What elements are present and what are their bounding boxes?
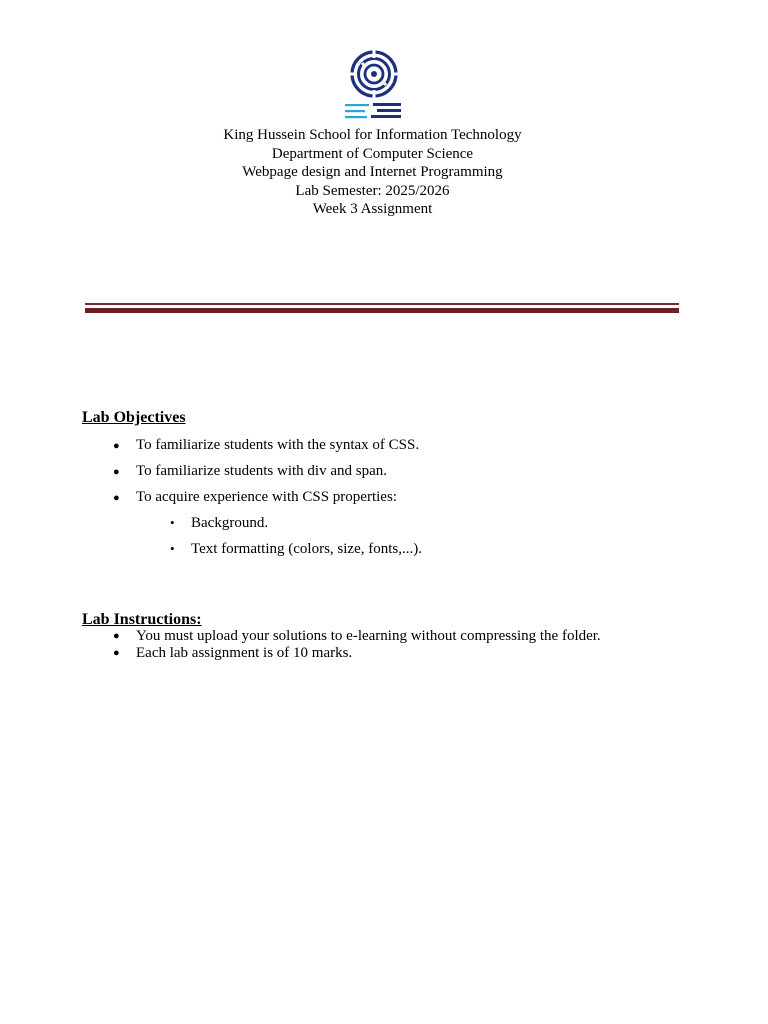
bullet-icon: ● — [113, 466, 120, 478]
sub-list-item-text: Background. — [191, 515, 269, 531]
sub-bullet-icon: • — [170, 541, 175, 556]
list-item-text: You must upload your solutions to e-learning without compressing the folder. — [136, 628, 601, 644]
sub-list-item — [0, 513, 422, 539]
department-name: Department of Computer Science — [271, 145, 474, 162]
lab-semester: Lab Semester: 2025/2026 — [295, 182, 450, 199]
header-divider — [85, 303, 679, 313]
bullet-icon: ● — [113, 492, 120, 504]
sub-list-item — [0, 539, 422, 565]
divider-thick-line — [85, 308, 679, 313]
university-logo-icon — [343, 46, 405, 124]
course-name: Webpage design and Internet Programming — [242, 164, 503, 180]
bullet-icon: ● — [113, 630, 120, 642]
list-item — [0, 628, 601, 645]
bullet-icon: ● — [113, 647, 120, 659]
bullet-icon: ● — [113, 440, 120, 452]
university-logo — [343, 46, 405, 124]
objectives-list — [0, 435, 422, 565]
list-item — [0, 435, 422, 461]
school-name: King Hussein School for Information Technology — [223, 127, 522, 143]
sub-bullet-icon: • — [170, 515, 175, 530]
assignment-title: Week 3 Assignment — [312, 201, 433, 217]
list-item-text: To familiarize students with div and span. — [136, 463, 387, 479]
document-header — [0, 126, 745, 219]
list-item — [0, 487, 422, 513]
list-item — [0, 645, 601, 662]
instructions-list — [0, 628, 601, 662]
list-item-text: Each lab assignment is of 10 marks. — [136, 645, 353, 661]
list-item — [0, 461, 422, 487]
instructions-heading: Lab Instructions: — [82, 611, 202, 628]
list-item-text: To familiarize students with the syntax of CSS. — [136, 437, 420, 453]
sub-list-item-text: Text formatting (colors, size, fonts,...). — [191, 541, 422, 557]
list-item-text: To acquire experience with CSS properties: — [136, 489, 397, 505]
objectives-heading: Lab Objectives — [82, 409, 186, 426]
